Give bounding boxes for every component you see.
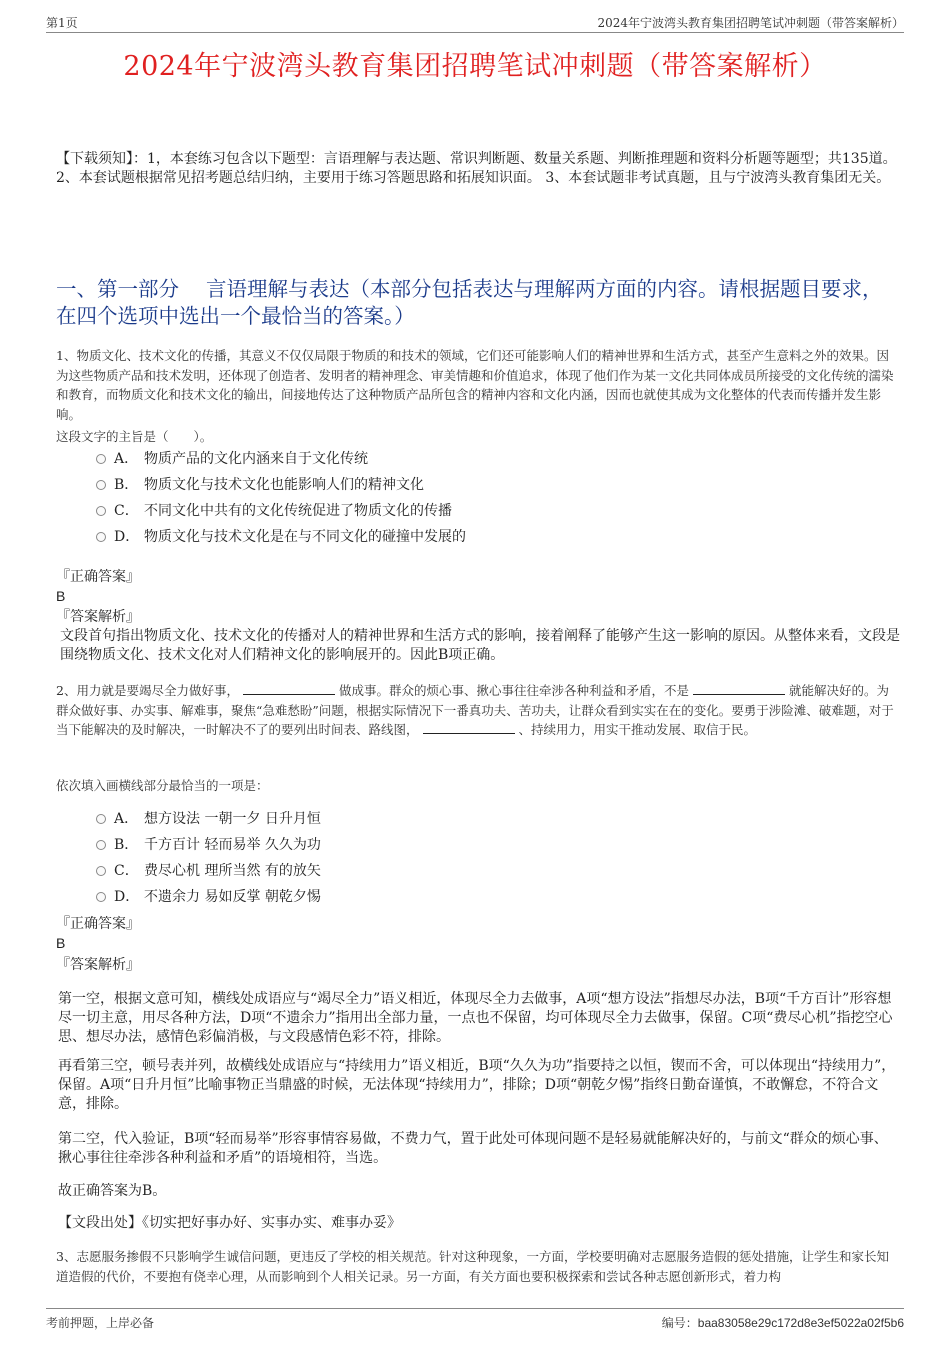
q1-prompt: 这段文字的主旨是（ ）。 [56,429,213,444]
q1-option-b[interactable]: B． 物质文化与技术文化也能影响人们的精神文化 [96,472,466,498]
q2-analysis-p1: 第一空，根据文意可知，横线处成语应与“竭尽全力”语义相近，体现尽全力去做事，A项“想方设法”指想尽办法，B项“千方百计”形容想尽一切主意，用尽各种方法，D项“不遗余力”指用出全部力量，一点也不保留，均可体现尽全力去做事，保留。C项“费尽心机”指挖空心思、想尽办法，感情色彩偏消极，与文段感情色彩不符，排除。 [58,991,893,1045]
radio-icon[interactable] [96,866,106,876]
radio-icon[interactable] [96,506,106,516]
q2-options [96,806,321,910]
page-title: 2024年宁波湾头教育集团招聘笔试冲刺题（带答案解析） [123,51,827,82]
page-number: 第1页 [46,16,78,30]
fill-blank-2 [693,682,785,695]
q3-stem: 3、志愿服务掺假不只影响学生诚信问题，更违反了学校的相关规范。针对这种现象，一方面，学校要明确对志愿服务造假的惩处措施，让学生和家长知道造假的代价，不要抱有侥幸心理，从而影响到个人相关记录。另一方面，有关方面也要积极探索和尝试各种志愿创新形式，着力构 [56,1249,889,1284]
q1-options [96,446,466,550]
q2-analysis-p3: 第二空，代入验证，B项“轻而易举”形容事情容易做，不费力气，置于此处可体现问题不是轻易就能解决好的，与前文“群众的烦心事、揪心事往往牵涉各种利益和矛盾”的语境相符，当选。 [58,1131,888,1166]
q1-option-a[interactable]: A． 物质产品的文化内涵来自于文化传统 [96,446,466,472]
q2-option-d[interactable]: D． 不遗余力 易如反掌 朝乾夕惕 [96,884,321,910]
q2-option-c[interactable]: C． 费尽心机 理所当然 有的放矢 [96,858,321,884]
q2-answer-label: 『正确答案』 [56,916,140,932]
q2-analysis-p2: 再看第三空，顿号表并列，故横线处成语应与“持续用力”语义相近，B项“久久为功”指要持之以恒，锲而不舍，可以体现出“持续用力”，保留。A项“日升月恒”比喻事物正当鼎盛的时候，无法体现“持续用力”，排除；D项“朝乾夕惕”指终日勤奋谨慎，不敢懈怠，不符合文意，排除。 [58,1058,896,1112]
radio-icon[interactable] [96,814,106,824]
radio-icon[interactable] [96,840,106,850]
q2-option-a[interactable]: A． 想方设法 一朝一夕 日升月恒 [96,806,321,832]
section-heading: 一、第一部分 言语理解与表达（本部分包括表达与理解两方面的内容。请根据题目要求，在四个选项中选出一个最恰当的答案。） [56,277,883,328]
q2-stem: 2、用力就是要竭尽全力做好事， 做成事。群众的烦心事、揪心事往往牵涉各种利益和矛盾，不是 就能解决好的。为群众做好事、办实事、解难事，聚焦“急难愁盼”问题，根据实际情况下一番真功夫、苦功夫，让群众看到实实在在的变化。要勇于涉险滩、破难题，对于当下能解决的及时解决，一时解决不了的要列出时间表、路线图， 、持续用力，用实干推动发展、取信于民。 [56,683,894,737]
download-notice: 【下载须知】：1，本套练习包含以下题型：言语理解与表达题、常识判断题、数量关系题、判断推理题和资料分析题等题型；共135道。 2、本套试题根据常见招考题总结归纳，主要用于练习答题思路和拓展知识面。 3、本套试题非考试真题，且与宁波湾头教育集团无关。 [56,151,897,186]
q1-option-c[interactable]: C． 不同文化中共有的文化传统促进了物质文化的传播 [96,498,466,524]
q2-source: 【文段出处】《切实把好事办好、实事办实、难事办妥》 [58,1215,401,1231]
header-doc-title: 2024年宁波湾头教育集团招聘笔试冲刺题（带答案解析） [597,16,904,30]
q2-prompt: 依次填入画横线部分最恰当的一项是： [56,778,269,793]
q1-option-d[interactable]: D． 物质文化与技术文化是在与不同文化的碰撞中发展的 [96,524,466,550]
page-header [46,12,904,33]
q2-option-b[interactable]: B． 千方百计 轻而易举 久久为功 [96,832,321,858]
q1-answer-label: 『正确答案』 [56,569,140,585]
q1-analysis: 文段首句指出物质文化、技术文化的传播对人的精神世界和生活方式的影响，接着阐释了能够产生这一影响的原因。从整体来看，文段是围绕物质文化、技术文化对人们精神文化的影响展开的。因此B项正确。 [60,628,900,663]
radio-icon[interactable] [96,532,106,542]
radio-icon[interactable] [96,454,106,464]
fill-blank-1 [243,682,335,695]
radio-icon[interactable] [96,892,106,902]
page-footer [46,1308,904,1333]
footer-code: 编号：baa83058e29c172d8e3ef5022a02f5b6 [661,1316,904,1330]
radio-icon[interactable] [96,480,106,490]
q1-analysis-label: 『答案解析』 [56,609,140,625]
q1-answer: B [56,588,66,604]
footer-slogan: 考前押题，上岸必备 [46,1316,155,1330]
q1-stem: 1、物质文化、技术文化的传播，其意义不仅仅局限于物质的和技术的领域，它们还可能影响人们的精神世界和生活方式，甚至产生意料之外的效果。因为这些物质产品和技术发明，还体现了创造者、发明者的精神理念、审美情趣和价值追求，体现了他们作为某一文化共同体成员所接受的文化传统的濡染和教育，而物质文化和技术文化的输出，间接地传达了这种物质产品所包含的精神内容和文化内涵，因而也就使其成为文化整体的代表而传播并发生影响。 [56,348,894,422]
fill-blank-3 [423,721,515,734]
q2-analysis-p4: 故正确答案为B。 [58,1183,167,1199]
q2-analysis-label: 『答案解析』 [56,957,140,973]
q2-answer: B [56,935,66,951]
